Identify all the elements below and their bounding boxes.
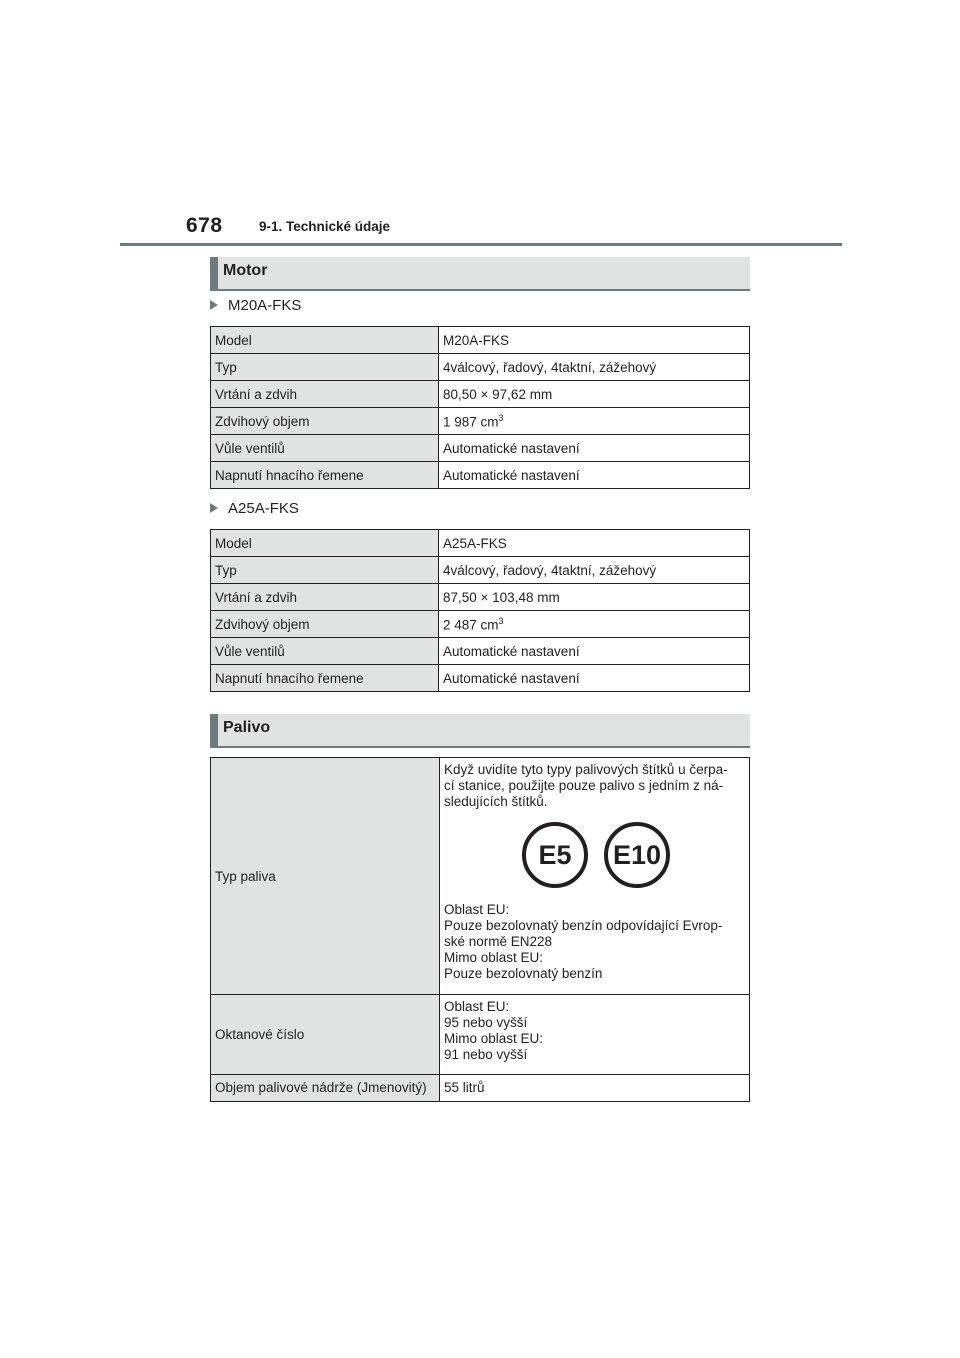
spec-label: Vrtání a zdvih xyxy=(211,584,439,611)
table-row xyxy=(211,435,750,462)
table-row xyxy=(211,462,750,489)
engine-spec-table-1 xyxy=(210,326,750,489)
text-line: Pouze bezolovnatý benzín odpovídající Evrop- xyxy=(444,918,723,933)
spec-value xyxy=(439,408,750,435)
table-row xyxy=(211,381,750,408)
spec-value: 87,50 × 103,48 mm xyxy=(439,584,750,611)
displacement-value: 1 987 cm xyxy=(443,414,499,430)
text-line: Oblast EU: xyxy=(444,999,510,1014)
fuel-spec-table xyxy=(210,757,750,1102)
text-line: Mimo oblast EU: xyxy=(444,1031,544,1046)
section-marker xyxy=(210,257,218,289)
fuel-label-instructions xyxy=(444,758,745,810)
spec-label: Objem palivové nádrže (Jmenovitý) xyxy=(211,1075,440,1102)
header-divider xyxy=(120,243,842,246)
engine-name: M20A-FKS xyxy=(228,297,302,314)
e5-fuel-badge-icon: E5 xyxy=(522,822,588,888)
unit-exponent: 3 xyxy=(498,615,504,626)
text-line: Když uvidíte tyto typy palivových štítků u čerpa- xyxy=(444,762,728,777)
fuel-label-badges xyxy=(444,810,745,902)
spec-value xyxy=(440,758,750,995)
spec-value: Automatické nastavení xyxy=(439,665,750,692)
table-row xyxy=(211,354,750,381)
text-line: 95 nebo vyšší xyxy=(444,1015,528,1030)
table-row xyxy=(211,611,750,638)
text-line: Oblast EU: xyxy=(444,902,510,917)
spec-label: Typ paliva xyxy=(211,758,440,995)
spec-label: Typ xyxy=(211,354,439,381)
text-line: Mimo oblast EU: xyxy=(444,950,544,965)
spec-label: Vůle ventilů xyxy=(211,638,439,665)
spec-value: A25A-FKS xyxy=(439,530,750,557)
section-title: Motor xyxy=(223,262,268,279)
spec-value xyxy=(439,611,750,638)
text-line: sledujících štítků. xyxy=(444,794,548,809)
engine-spec-table-2 xyxy=(210,529,750,692)
chapter-title: 9-1. Technické údaje xyxy=(259,219,391,234)
section-header-palivo xyxy=(210,714,750,748)
spec-value: 4válcový, řadový, 4taktní, zážehový xyxy=(439,354,750,381)
table-row xyxy=(211,530,750,557)
spec-label: Model xyxy=(211,327,439,354)
spec-label: Napnutí hnacího řemene xyxy=(211,462,439,489)
section-marker xyxy=(210,714,218,746)
spec-label: Vrtání a zdvih xyxy=(211,381,439,408)
engine-subheading-2 xyxy=(210,500,299,517)
triangle-bullet-icon xyxy=(210,300,218,310)
octane-values xyxy=(444,995,745,1063)
engine-subheading-1 xyxy=(210,297,301,314)
text-line: Pouze bezolovnatý benzín xyxy=(444,966,603,981)
spec-value: Automatické nastavení xyxy=(439,462,750,489)
text-line: ské normě EN228 xyxy=(444,934,553,949)
spec-value xyxy=(440,995,750,1075)
spec-label: Oktanové číslo xyxy=(211,995,440,1075)
displacement-value: 2 487 cm xyxy=(443,617,499,633)
spec-value: Automatické nastavení xyxy=(439,435,750,462)
text-line: 91 nebo vyšší xyxy=(444,1047,528,1062)
spec-label: Napnutí hnacího řemene xyxy=(211,665,439,692)
table-row xyxy=(211,557,750,584)
section-header-motor xyxy=(210,257,750,291)
table-row xyxy=(211,758,750,995)
table-row xyxy=(211,408,750,435)
spec-value: Automatické nastavení xyxy=(439,638,750,665)
text-line: cí stanice, použijte pouze palivo s jedním z ná- xyxy=(444,778,724,793)
table-row xyxy=(211,327,750,354)
table-row xyxy=(211,584,750,611)
spec-label: Zdvihový objem xyxy=(211,611,439,638)
spec-value: M20A-FKS xyxy=(439,327,750,354)
table-row xyxy=(211,665,750,692)
table-row xyxy=(211,638,750,665)
spec-label: Vůle ventilů xyxy=(211,435,439,462)
e10-fuel-badge-icon: E10 xyxy=(604,822,670,888)
fuel-requirements xyxy=(444,902,745,982)
page-number: 678 xyxy=(186,214,223,237)
spec-value: 4válcový, řadový, 4taktní, zážehový xyxy=(439,557,750,584)
unit-exponent: 3 xyxy=(498,412,504,423)
spec-label: Zdvihový objem xyxy=(211,408,439,435)
spec-value: 80,50 × 97,62 mm xyxy=(439,381,750,408)
table-row xyxy=(211,995,750,1075)
triangle-bullet-icon xyxy=(210,503,218,513)
section-title: Palivo xyxy=(223,719,271,736)
table-row xyxy=(211,1075,750,1102)
spec-value: 55 litrů xyxy=(440,1075,750,1102)
spec-label: Typ xyxy=(211,557,439,584)
engine-name: A25A-FKS xyxy=(228,500,299,517)
spec-label: Model xyxy=(211,530,439,557)
